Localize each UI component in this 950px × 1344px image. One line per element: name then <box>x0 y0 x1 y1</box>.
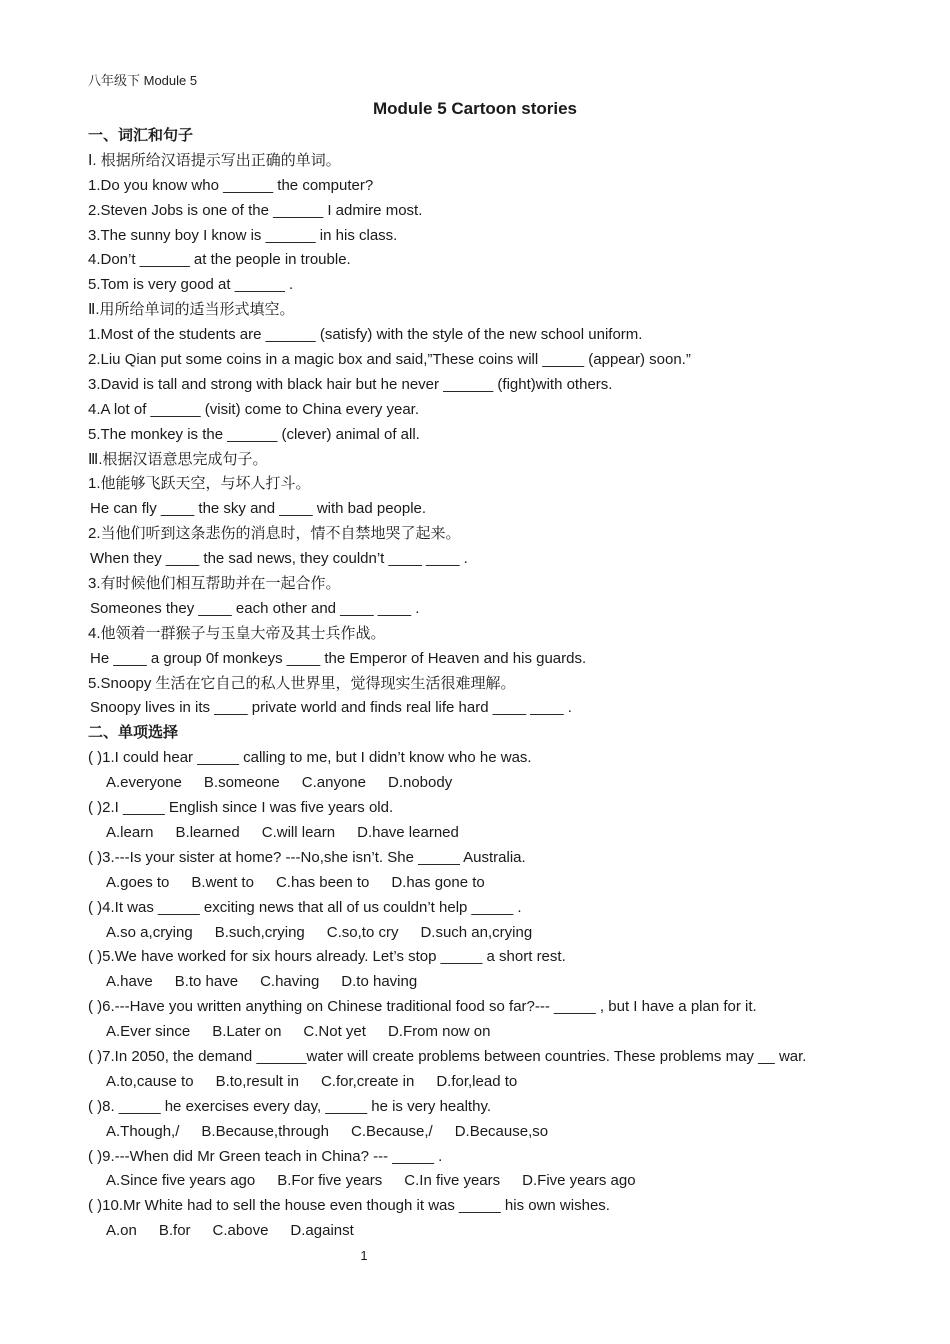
option: D.From now on <box>387 1023 491 1041</box>
option: C.will learn <box>261 823 336 841</box>
option: D.to having <box>341 973 418 991</box>
text-line: Ⅲ.根据汉语意思完成句子。 <box>88 450 268 468</box>
page-number: 1 <box>360 1248 368 1263</box>
text-line: When they ____ the sad news, they couldn’t ____ ____ . <box>90 550 468 568</box>
text-line: 1.Most of the students are ______ (satisfy) with the style of the new school uniform. <box>88 326 643 344</box>
text-line: 1.他能够飞跃天空，与坏人打斗。 <box>88 475 311 493</box>
option: D.Because,so <box>454 1122 549 1140</box>
option: A.to,cause to <box>106 1072 194 1090</box>
text-line: ( )10.Mr White had to sell the house even though it was _____ his own wishes. <box>88 1197 610 1215</box>
option: C.has been to <box>275 873 370 891</box>
text-line: Snoopy lives in its ____ private world and finds real life hard ____ ____ . <box>90 699 572 717</box>
text-line: ( )6.---Have you written anything on Chinese traditional food so far?--- _____ , but I have a plan for it. <box>88 998 757 1016</box>
text-line: ( )5.We have worked for six hours already. Let’s stop _____ a short rest. <box>88 948 566 966</box>
option: B.for <box>158 1222 191 1240</box>
answer-options <box>88 1120 888 1145</box>
option: B.For five years <box>277 1172 383 1190</box>
option: D.Five years ago <box>522 1172 636 1190</box>
text-line: 2.当他们听到这条悲伤的消息时，情不自禁地哭了起来。 <box>88 525 461 543</box>
option: A.Since five years ago <box>106 1172 256 1190</box>
text-line: 4.A lot of ______ (visit) come to China every year. <box>88 400 420 418</box>
option: A.everyone <box>106 774 182 792</box>
text-line: 1.Do you know who ______ the computer? <box>88 176 374 194</box>
text-line: ( )4.It was _____ exciting news that all of us couldn’t help _____ . <box>88 898 522 916</box>
option: D.have learned <box>357 823 459 841</box>
option: B.Because,through <box>201 1122 329 1140</box>
option: D.against <box>290 1222 354 1240</box>
answer-options <box>88 871 888 896</box>
answer-options <box>88 921 888 946</box>
option: A.learn <box>106 823 154 841</box>
option: C.so,to cry <box>326 923 399 941</box>
answer-options <box>88 970 888 995</box>
text-line: ( )9.---When did Mr Green teach in China? --- _____ . <box>88 1147 443 1165</box>
text-line: 3.The sunny boy I know is ______ in his class. <box>88 226 398 244</box>
text-line: He ____ a group 0f monkeys ____ the Emperor of Heaven and his guards. <box>90 649 587 667</box>
option: A.have <box>106 973 153 991</box>
option: B.learned <box>175 823 240 841</box>
text-line: Ⅱ.用所给单词的适当形式填空。 <box>88 301 295 319</box>
option: B.such,crying <box>214 923 305 941</box>
option: C.anyone <box>301 774 366 792</box>
text-line: 3.David is tall and strong with black hair but he never ______ (fight)with others. <box>88 375 613 393</box>
option: A.Though,/ <box>106 1122 180 1140</box>
text-line: ( )7.In 2050, the demand ______water will create problems between countries. These problems may __ war. <box>88 1047 807 1065</box>
answer-options <box>88 1070 888 1095</box>
text-line: Someones they ____ each other and ____ ____ . <box>90 599 420 617</box>
text-line: ( )2.I _____ English since I was five years old. <box>88 799 394 817</box>
answer-options <box>88 821 888 846</box>
text-line: 2.Liu Qian put some coins in a magic box and said,”These coins will _____ (appear) soon.” <box>88 351 691 369</box>
section-heading: 一、词汇和句子 <box>88 127 194 144</box>
option: C.Not yet <box>303 1023 366 1041</box>
text-line: 5.Snoopy 生活在它自己的私人世界里，觉得现实生活很难理解。 <box>88 674 516 692</box>
option: A.Ever since <box>106 1023 191 1041</box>
worksheet-body <box>88 124 888 1244</box>
text-line: ( )3.---Is your sister at home? ---No,she isn’t. She _____ Australia. <box>88 848 526 866</box>
option: A.goes to <box>106 873 170 891</box>
section-heading: 二、单项选择 <box>88 724 179 742</box>
option: B.Later on <box>212 1023 282 1041</box>
text-line: 3.有时候他们相互帮助并在一起合作。 <box>88 575 341 593</box>
option: C.for,create in <box>320 1072 415 1090</box>
option: B.went to <box>191 873 254 891</box>
option: D.such an,crying <box>420 923 533 941</box>
text-line: 4.他领着一群猴子与玉皇大帝及其士兵作战。 <box>88 624 386 642</box>
page-title: Module 5 Cartoon stories <box>372 99 578 118</box>
answer-options <box>88 1020 888 1045</box>
text-line: He can fly ____ the sky and ____ with bad people. <box>90 500 427 518</box>
text-line: 5.Tom is very good at ______ . <box>88 276 294 294</box>
answer-options <box>88 771 888 796</box>
option: B.to have <box>174 973 239 991</box>
option: A.on <box>106 1222 137 1240</box>
option: D.for,lead to <box>436 1072 518 1090</box>
option: C.above <box>212 1222 269 1240</box>
option: B.someone <box>203 774 280 792</box>
option: B.to,result in <box>215 1072 299 1090</box>
option: D.nobody <box>388 774 453 792</box>
text-line: 5.The monkey is the ______ (clever) animal of all. <box>88 425 420 443</box>
text-line: Ⅰ. 根据所给汉语提示写出正确的单词。 <box>88 151 341 169</box>
text-line: ( )8. _____ he exercises every day, _____ he is very healthy. <box>88 1097 492 1115</box>
answer-options <box>88 1169 888 1194</box>
option: C.having <box>260 973 320 991</box>
option: C.Because,/ <box>350 1122 433 1140</box>
page-header: 八年级下 Module 5 <box>88 73 198 88</box>
option: D.has gone to <box>391 873 485 891</box>
option: C.In five years <box>404 1172 501 1190</box>
text-line: ( )1.I could hear _____ calling to me, but I didn’t know who he was. <box>88 749 532 767</box>
text-line: 4.Don’t ______ at the people in trouble. <box>88 251 351 269</box>
answer-options <box>88 1219 888 1244</box>
option: A.so a,crying <box>106 923 193 941</box>
text-line: 2.Steven Jobs is one of the ______ I admire most. <box>88 201 423 219</box>
